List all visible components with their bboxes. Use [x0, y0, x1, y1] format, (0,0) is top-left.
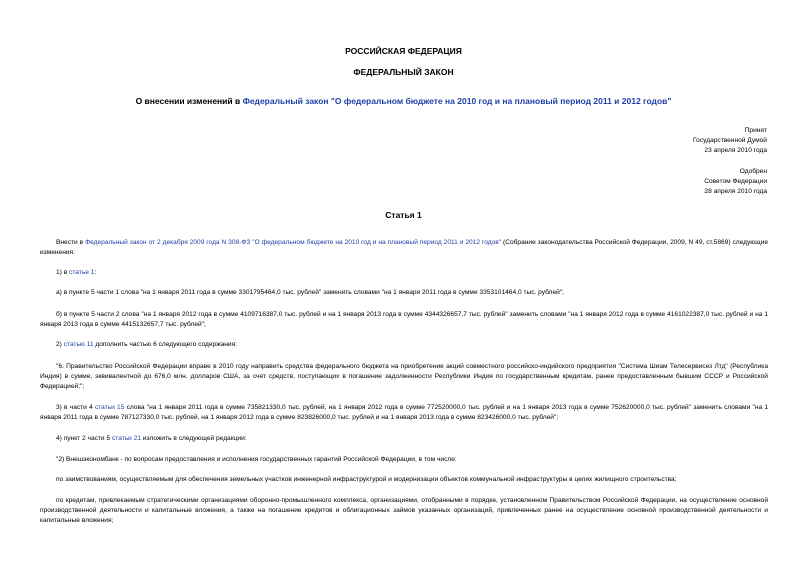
paragraph-part-6: "6. Правительство Российской Федерации вправе в 2010 году направить средства федерального бюджета на приобретение акций совместного российско-индийского предприятия "Система Шиам Телесервисез Лтд" (Республика Индия) в сумме, эквивалентной до 676,0 млн. долларов США, за счет средств, поступающих в погашение задолженности Республики Индия по государственным кредитам, ранее предоставленным бывшим СССР и Российской Федерацией;";: [40, 363, 768, 390]
adopted-label: Принят: [744, 127, 767, 134]
paragraph-item-1: [40, 268, 768, 278]
article-1-link[interactable]: статье 1: [69, 269, 95, 276]
law-title: [0, 96, 807, 106]
article-21-link[interactable]: статьи 21: [111, 435, 142, 442]
amended-law-link[interactable]: Федеральный закон "О федеральном бюджете на 2010 год и на плановый период 2011 и 2012 годов": [242, 96, 672, 106]
paragraph-item-1b: б) в пункте 5 части 2 слова "на 1 января 2012 года в сумме 4109716387,0 тыс. рублей и на 1 января 2013 года в сумме 4344326657,7 тыс. рублей" заменить словами "на 1 января 2012 года в сумме 4161022387,0 тыс. рублей и на 1 января 2013 года в сумме 4415132657,7 тыс. рублей";: [40, 311, 768, 328]
article-15-link[interactable]: статьи 15: [94, 404, 125, 411]
approved-label: Одобрен: [739, 168, 767, 175]
doc-type-heading: ФЕДЕРАЛЬНЫЙ ЗАКОН: [353, 67, 454, 77]
paragraph-item-2: [40, 340, 768, 350]
paragraph-borrowings: по заимствованиям, осуществляемым для обеспечения земельных участков инженерной инфраструктурой и модернизации объектов коммунальной инфраструктуры в целях жилищного строительства;: [56, 476, 677, 483]
approved-by: Советом Федерации: [704, 178, 767, 185]
paragraph-item-3: [40, 403, 768, 423]
paragraph-veb: "2) Внешэкономбанк - по вопросам предоставления и исполнения государственных гарантий Российской Федерации, в том числе:: [56, 456, 457, 463]
text: :: [94, 269, 97, 276]
article-11-link[interactable]: статью 11: [63, 341, 94, 348]
text: 3) в части 4: [56, 404, 95, 411]
federal-law-308-link[interactable]: Федеральный закон от 2 декабря 2009 года N 308-ФЗ "О федеральном бюджете на 2010 год и на плановый период 2011 и 2012 годов": [85, 239, 502, 246]
text: (Собрание законодательства Российской Федерации, 2009, N 49, ст.5869) следующие изменения:: [40, 239, 768, 256]
text: 4) пункт 2 части 5: [56, 435, 112, 442]
text: изложить в следующей редакции:: [141, 435, 247, 442]
country-heading: РОССИЙСКАЯ ФЕДЕРАЦИЯ: [345, 46, 462, 56]
paragraph-item-4: [40, 434, 768, 444]
approved-block: [704, 167, 767, 197]
paragraph-item-1a: а) в пункте 5 части 1 слова "на 1 января 2011 года в сумме 3301795464,0 тыс. рублей" заменить словами "на 1 января 2011 года в сумме 3353101464,0 тыс. рублей";: [56, 289, 564, 296]
approved-date: 28 апреля 2010 года: [704, 188, 767, 195]
article-heading: Статья 1: [385, 210, 422, 220]
text: дополнить частью 6 следующего содержания:: [93, 341, 237, 348]
paragraph-intro: [40, 238, 768, 258]
adopted-date: 23 апреля 2010 года: [704, 147, 767, 154]
text: 1) в: [56, 269, 70, 276]
adopted-by: Государственной Думой: [693, 137, 767, 144]
text: 2): [56, 341, 64, 348]
paragraph-credits: по кредитам, привлекаемым стратегическими организациями оборонно-промышленного комплекса, организациями, отобранными в порядке, установленном Правительством Российской Федерации, на осуществление основной производственной деятельности и капитальные вложения, а также на погашение кредитов и облигационных займов указанных организаций, привлеченных ранее на осуществление основной производственной деятельности и капитальные вложения;: [40, 497, 768, 524]
law-title-prefix: О внесении изменений в: [135, 96, 243, 106]
adopted-block: [693, 126, 767, 156]
text: Внести в: [56, 239, 86, 246]
text: слова "на 1 января 2011 года в сумме 735821330,0 тыс. рублей, на 1 января 2012 года в сумме 772520000,0 тыс. рублей и на 1 января 2013 года в сумме 752620000,0 тыс. рублей" заменить словами "на 1 января 2011 года в сумме 787127330,0 тыс. рублей, на 1 января 2012 года в сумме 823826000,0 тыс. рублей и на 1 января 2013 года в сумме 823426000,0 тыс. рублей";: [40, 404, 768, 421]
